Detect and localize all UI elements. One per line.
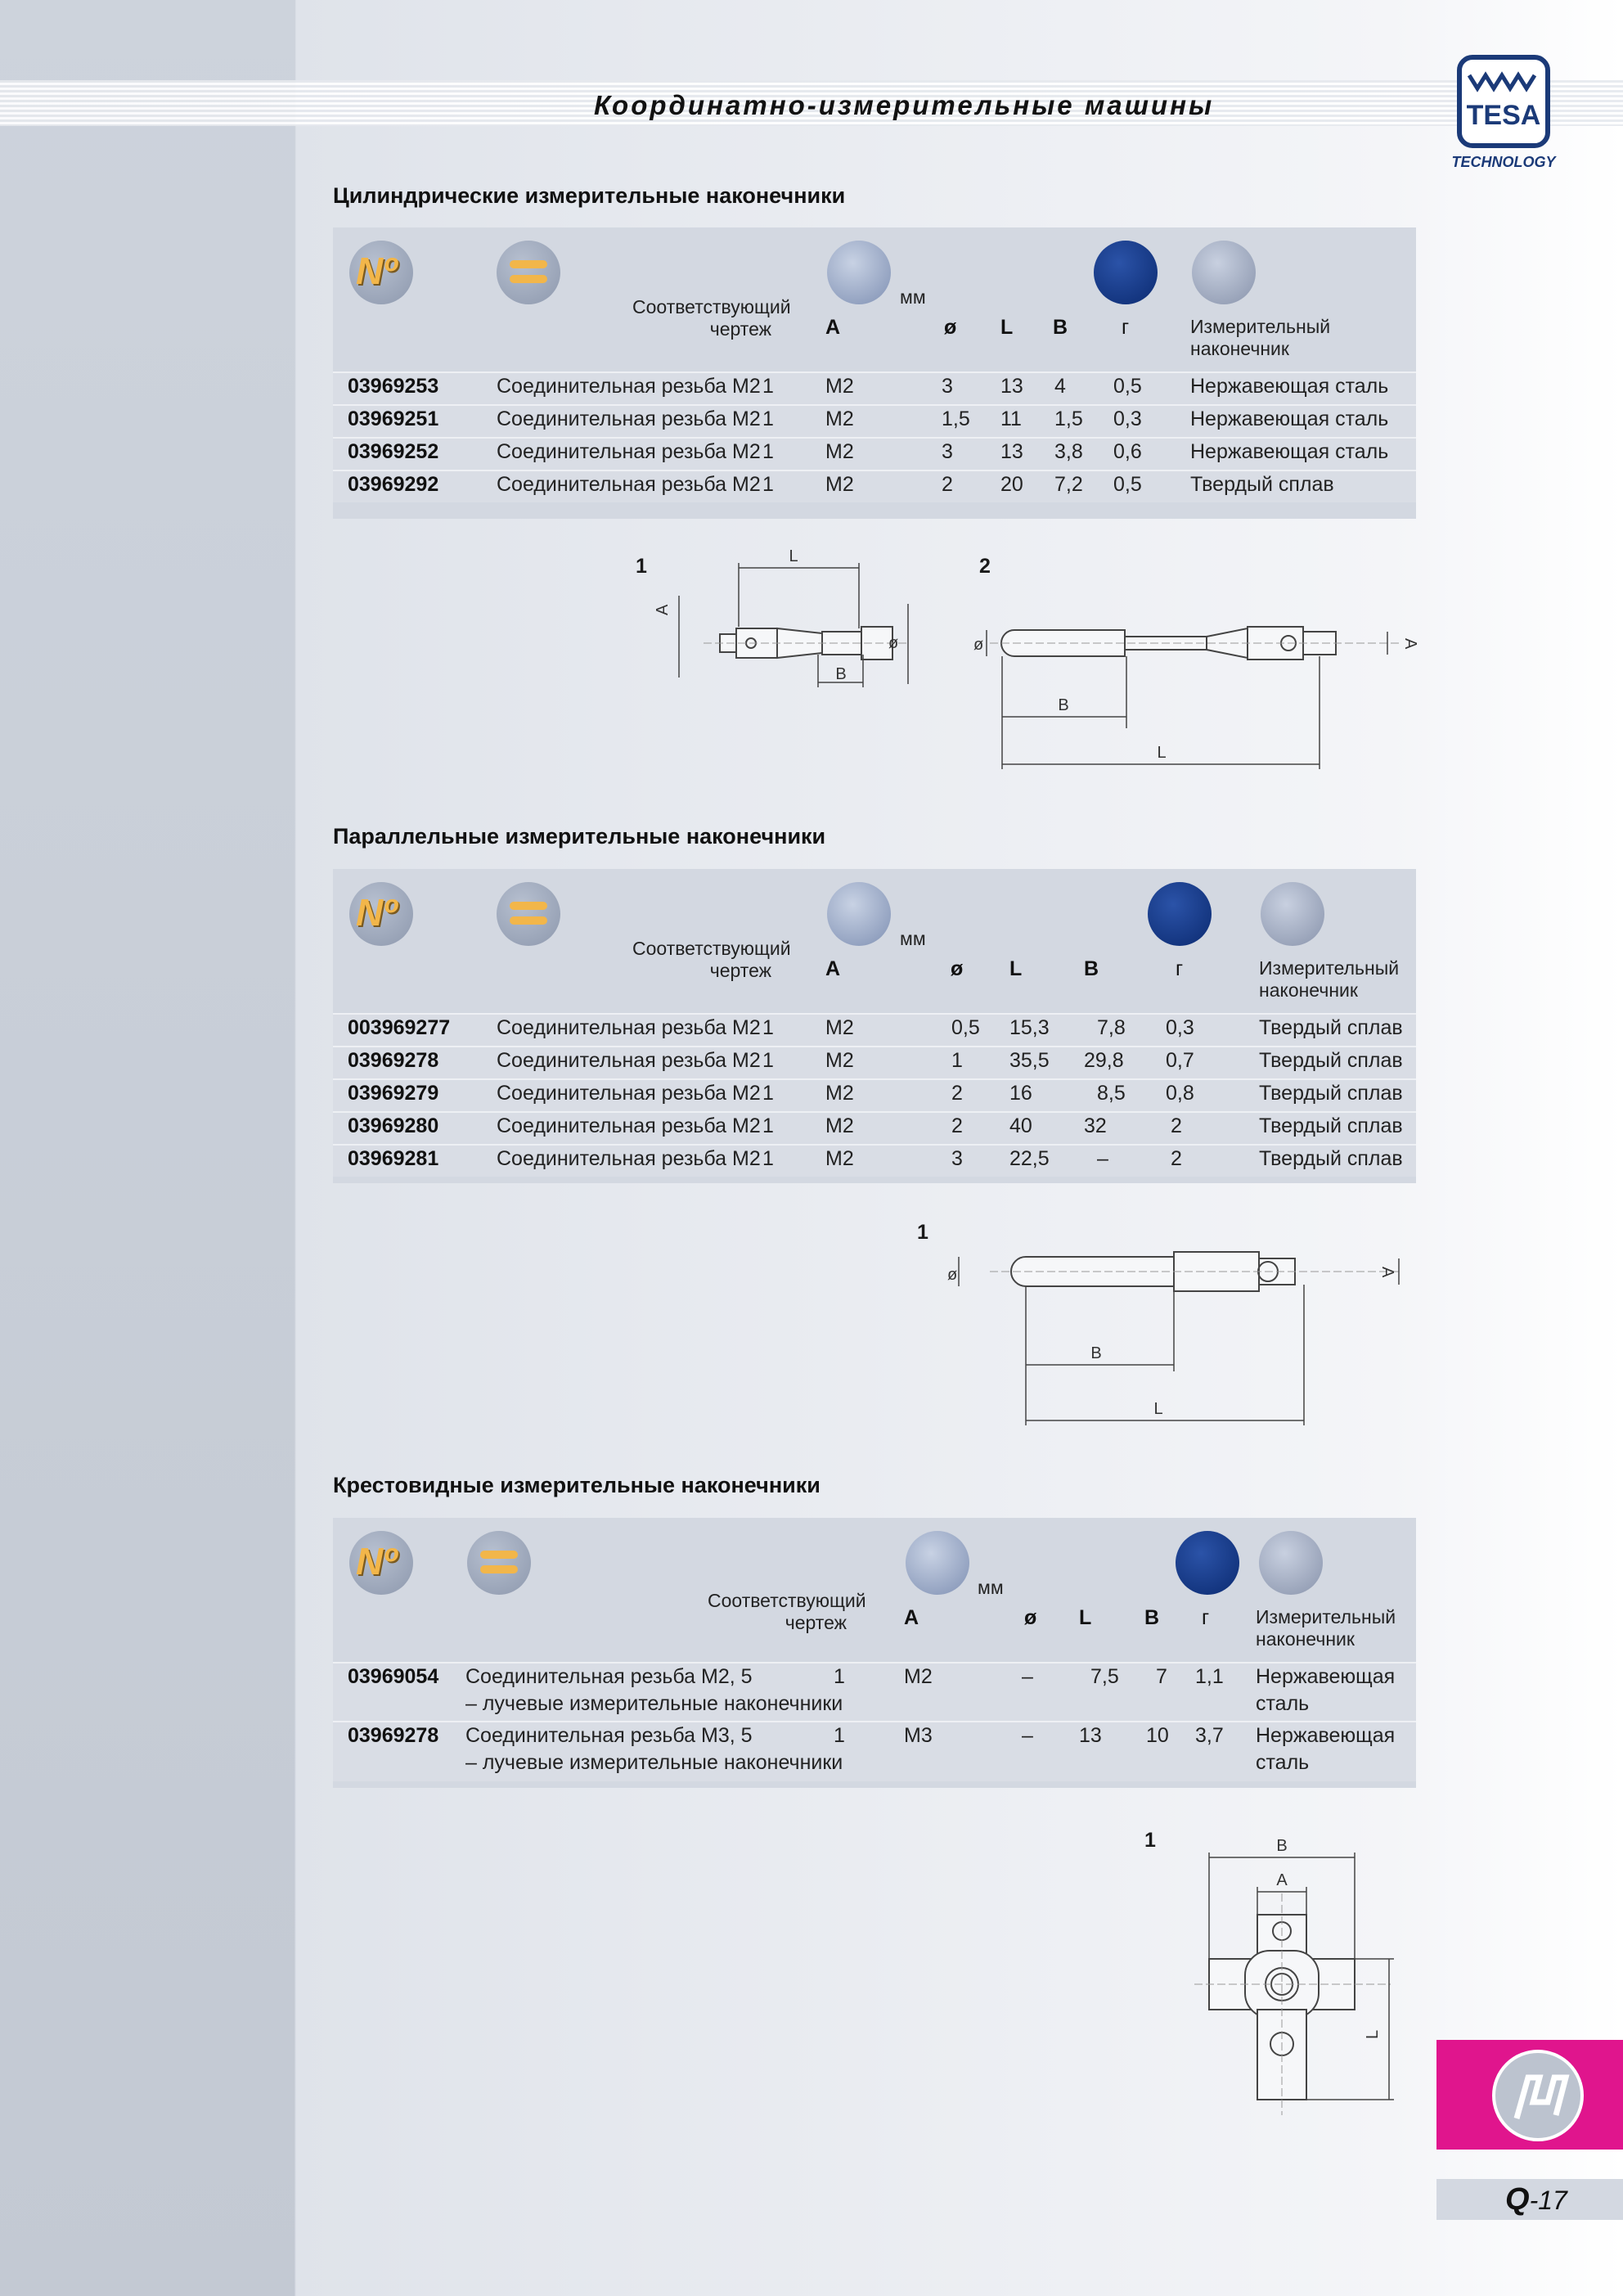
cell-drawing: 1 [762, 1082, 774, 1105]
header-material: Измерительный наконечник [1259, 957, 1400, 1001]
cell-a: M2 [825, 1114, 854, 1137]
dim-label-b: B [835, 665, 847, 683]
cell-material: Твердый сплав [1259, 1082, 1403, 1105]
header-dia: ø [944, 316, 957, 339]
header-dia: ø [1024, 1606, 1037, 1629]
cell-no: 03969253 [348, 375, 439, 398]
equals-bar [510, 260, 547, 268]
material-icon [1261, 882, 1324, 946]
drawing-3-number: 1 [917, 1221, 928, 1244]
table-row [333, 1046, 1416, 1078]
cell-b: 1,5 [1054, 407, 1083, 430]
header-g: г [1176, 957, 1184, 980]
cell-a: M2 [825, 1049, 854, 1072]
cell-l: 11 [1000, 407, 1022, 430]
cell-desc: Соединительная резьба M2 [497, 1147, 761, 1170]
thread-icon [827, 241, 891, 304]
equals-bar [480, 1565, 518, 1573]
cell-g: 3,7 [1195, 1724, 1224, 1747]
table-header [333, 869, 1416, 1013]
logo-text: TESA [1466, 100, 1541, 131]
cell-desc-line1: Соединительная резьба M2, 5 [465, 1665, 753, 1688]
header-a: A [904, 1606, 919, 1629]
cell-drawing: 1 [762, 407, 774, 430]
table-row [333, 1013, 1416, 1046]
header-l: L [1000, 316, 1014, 339]
header-l: L [1009, 957, 1023, 980]
cell-b: 7,2 [1054, 473, 1083, 496]
dim-label-b: B [1058, 696, 1069, 714]
table-row [333, 404, 1416, 437]
mass-icon [1176, 1531, 1239, 1595]
left-margin-band [0, 0, 294, 2296]
section-tab-pink [1436, 2040, 1623, 2150]
cell-l: 15,3 [1009, 1016, 1050, 1039]
number-icon [349, 241, 413, 304]
thread-icon [827, 882, 891, 946]
cell-desc-line2: – лучевые измерительные наконечники [465, 1751, 843, 1774]
cell-l: 16 [1009, 1082, 1032, 1105]
cell-a: M3 [904, 1724, 933, 1747]
cell-dia: – [1022, 1665, 1033, 1688]
cell-no: 03969278 [348, 1049, 439, 1072]
cell-no: 03969278 [348, 1724, 439, 1747]
table-row [333, 1662, 1416, 1721]
page-number: Q-17 [1505, 2182, 1567, 2217]
header-dia: ø [951, 957, 964, 980]
cell-material: Нержавеющая сталь [1190, 440, 1389, 463]
cell-l: 13 [1000, 440, 1023, 463]
cell-no: 03969252 [348, 440, 439, 463]
cell-no: 03969054 [348, 1665, 439, 1688]
cell-g: 2 [1171, 1147, 1182, 1170]
drawing-1-number: 1 [636, 555, 647, 578]
cell-desc: Соединительная резьба M2 [497, 1016, 761, 1039]
cell-material-line2: сталь [1256, 1692, 1310, 1715]
cell-drawing: 1 [762, 1049, 774, 1072]
cell-a: M2 [825, 1147, 854, 1170]
material-icon [1192, 241, 1256, 304]
cell-desc: Соединительная резьба M2 [497, 473, 761, 496]
cell-b: 3,8 [1054, 440, 1083, 463]
section-title-cross: Крестовидные измерительные наконечники [333, 1473, 820, 1497]
tesa-logo [1451, 56, 1556, 172]
cell-g: 0,3 [1113, 407, 1142, 430]
header-b: B [1084, 957, 1099, 980]
cell-b: 4 [1054, 375, 1066, 398]
dim-label-a: A [654, 604, 672, 615]
header-l: L [1079, 1606, 1092, 1629]
cell-material-line1: Нержавеющая [1256, 1724, 1396, 1747]
dim-label-a: A [1401, 638, 1419, 650]
cell-material: Твердый сплав [1259, 1147, 1403, 1170]
cell-l: 35,5 [1009, 1049, 1050, 1072]
equals-icon [467, 1531, 531, 1595]
cell-b: 7,8 [1097, 1016, 1126, 1039]
cell-dia: 2 [951, 1114, 963, 1137]
dim-label-dia: ø [888, 634, 899, 652]
cell-b: 7 [1156, 1665, 1167, 1688]
number-sign: Nº [356, 891, 398, 934]
cell-dia: 3 [942, 375, 953, 398]
dim-label-l: L [1153, 1400, 1163, 1418]
cell-dia: 2 [942, 473, 953, 496]
dim-label-a: A [1378, 1267, 1396, 1278]
equals-bar [510, 902, 547, 910]
units-label: мм [900, 928, 926, 949]
table-row [333, 1721, 1416, 1781]
header-a: A [825, 957, 841, 980]
cell-material: Нержавеющая сталь [1190, 407, 1389, 430]
cell-l: 22,5 [1009, 1147, 1050, 1170]
logo-subtext: TECHNOLOGY [1451, 154, 1556, 170]
units-label: мм [900, 286, 926, 308]
dim-label-a: A [1276, 1871, 1288, 1889]
cell-drawing: 1 [762, 1114, 774, 1137]
equals-bar [480, 1551, 518, 1559]
cell-material: Твердый сплав [1259, 1049, 1403, 1072]
table-cross [333, 1518, 1416, 1788]
dim-label-b: B [1276, 1837, 1288, 1855]
cell-desc-line2: – лучевые измерительные наконечники [465, 1692, 843, 1715]
cell-material: Твердый сплав [1259, 1016, 1403, 1039]
cell-no: 03969281 [348, 1147, 439, 1170]
cell-g: 0,5 [1113, 375, 1142, 398]
cell-g: 0,5 [1113, 473, 1142, 496]
cell-dia: 2 [951, 1082, 963, 1105]
dim-label-dia: ø [973, 636, 984, 654]
cell-no: 003969277 [348, 1016, 451, 1039]
cell-drawing: 1 [834, 1665, 845, 1688]
cell-drawing: 1 [762, 473, 774, 496]
number-icon [349, 1531, 413, 1595]
cell-g: 2 [1171, 1114, 1182, 1137]
header-drawing: Соответствующий чертеж [632, 296, 791, 340]
table-row [333, 470, 1416, 502]
header-g: г [1122, 316, 1130, 339]
header-g: г [1202, 1606, 1210, 1629]
cell-a: M2 [825, 1082, 854, 1105]
drawing-2-number: 2 [979, 555, 991, 578]
cell-a: M2 [825, 375, 854, 398]
units-label: мм [978, 1577, 1004, 1598]
cell-a: M2 [825, 407, 854, 430]
cell-l: 40 [1009, 1114, 1032, 1137]
cell-drawing: 1 [762, 375, 774, 398]
cell-desc: Соединительная резьба M2 [497, 1082, 761, 1105]
dim-label-l: L [1157, 744, 1167, 762]
cell-dia: 3 [951, 1147, 963, 1170]
drawing-3-stylus [941, 1227, 1415, 1440]
cell-a: M2 [825, 473, 854, 496]
cell-dia: 0,5 [951, 1016, 980, 1039]
cell-b: 8,5 [1097, 1082, 1126, 1105]
cell-material: Твердый сплав [1190, 473, 1334, 496]
material-icon [1259, 1531, 1323, 1595]
header-b: B [1144, 1606, 1160, 1629]
cell-g: 1,1 [1195, 1665, 1224, 1688]
number-icon [349, 882, 413, 946]
page-header-title: Координатно-измерительные машины [594, 90, 1215, 120]
header-a: A [825, 316, 841, 339]
table-row [333, 1078, 1416, 1111]
cell-drawing: 1 [762, 440, 774, 463]
thread-icon [906, 1531, 969, 1595]
cell-desc: Соединительная резьба M2 [497, 440, 761, 463]
table-cylindrical [333, 227, 1416, 519]
cell-b: 32 [1084, 1114, 1107, 1137]
cell-drawing: 1 [762, 1016, 774, 1039]
drawing-2-stylus [957, 565, 1419, 777]
dim-label-dia: ø [947, 1266, 958, 1284]
drawing-4-cross-stylus [1178, 1825, 1415, 2127]
cell-g: 0,6 [1113, 440, 1142, 463]
table-header [333, 1518, 1416, 1662]
cell-no: 03969292 [348, 473, 439, 496]
cell-a: M2 [904, 1665, 933, 1688]
cell-dia: 3 [942, 440, 953, 463]
cell-g: 0,8 [1166, 1082, 1194, 1105]
cell-g: 0,3 [1166, 1016, 1194, 1039]
dim-label-l: L [1364, 2029, 1382, 2039]
cell-material: Твердый сплав [1259, 1114, 1403, 1137]
cell-drawing: 1 [762, 1147, 774, 1170]
cell-g: 0,7 [1166, 1049, 1194, 1072]
cell-material-line1: Нержавеющая [1256, 1665, 1396, 1688]
section-title-parallel: Параллельные измерительные наконечники [333, 824, 826, 849]
drawing-1-stylus [654, 547, 924, 702]
cell-dia: 1,5 [942, 407, 970, 430]
table-row [333, 371, 1416, 404]
cmm-section-icon [1436, 2040, 1623, 2150]
cell-desc: Соединительная резьба M2 [497, 1114, 761, 1137]
cell-b: 10 [1146, 1724, 1169, 1747]
table-row [333, 1111, 1416, 1144]
cell-desc: Соединительная резьба M2 [497, 1049, 761, 1072]
header-drawing: Соответствующий чертеж [632, 938, 791, 981]
cell-dia: – [1022, 1724, 1033, 1747]
header-material: Измерительный наконечник [1190, 316, 1331, 359]
table-row [333, 1144, 1416, 1177]
equals-bar [510, 275, 547, 283]
mass-icon [1094, 241, 1158, 304]
table-parallel [333, 869, 1416, 1183]
section-title-cylindrical: Цилиндрические измерительные наконечники [333, 183, 846, 208]
cell-l: 13 [1079, 1724, 1102, 1747]
drawing-4-number: 1 [1144, 1829, 1156, 1852]
cell-desc: Соединительная резьба M2 [497, 375, 761, 398]
cell-a: M2 [825, 440, 854, 463]
cell-no: 03969280 [348, 1114, 439, 1137]
header-material: Измерительный наконечник [1256, 1606, 1396, 1650]
table-header [333, 227, 1416, 371]
cell-b: 29,8 [1084, 1049, 1124, 1072]
cell-l: 13 [1000, 375, 1023, 398]
cell-a: M2 [825, 1016, 854, 1039]
dim-label-l: L [789, 547, 798, 565]
equals-bar [510, 916, 547, 925]
cell-l: 20 [1000, 473, 1023, 496]
mass-icon [1148, 882, 1212, 946]
cell-l: 7,5 [1090, 1665, 1119, 1688]
equals-icon [497, 241, 560, 304]
number-sign: Nº [356, 250, 398, 292]
cell-desc: Соединительная резьба M2 [497, 407, 761, 430]
equals-icon [497, 882, 560, 946]
cell-no: 03969279 [348, 1082, 439, 1105]
cell-no: 03969251 [348, 407, 439, 430]
cell-dia: 1 [951, 1049, 963, 1072]
cell-drawing: 1 [834, 1724, 845, 1747]
cell-material-line2: сталь [1256, 1751, 1310, 1774]
table-row [333, 437, 1416, 470]
header-drawing: Соответствующий чертеж [708, 1590, 866, 1633]
header-b: B [1053, 316, 1068, 339]
dim-label-b: B [1090, 1344, 1102, 1362]
cell-desc-line1: Соединительная резьба M3, 5 [465, 1724, 753, 1747]
number-sign: Nº [356, 1540, 398, 1582]
cell-b: – [1097, 1147, 1108, 1170]
cell-material: Нержавеющая сталь [1190, 375, 1389, 398]
